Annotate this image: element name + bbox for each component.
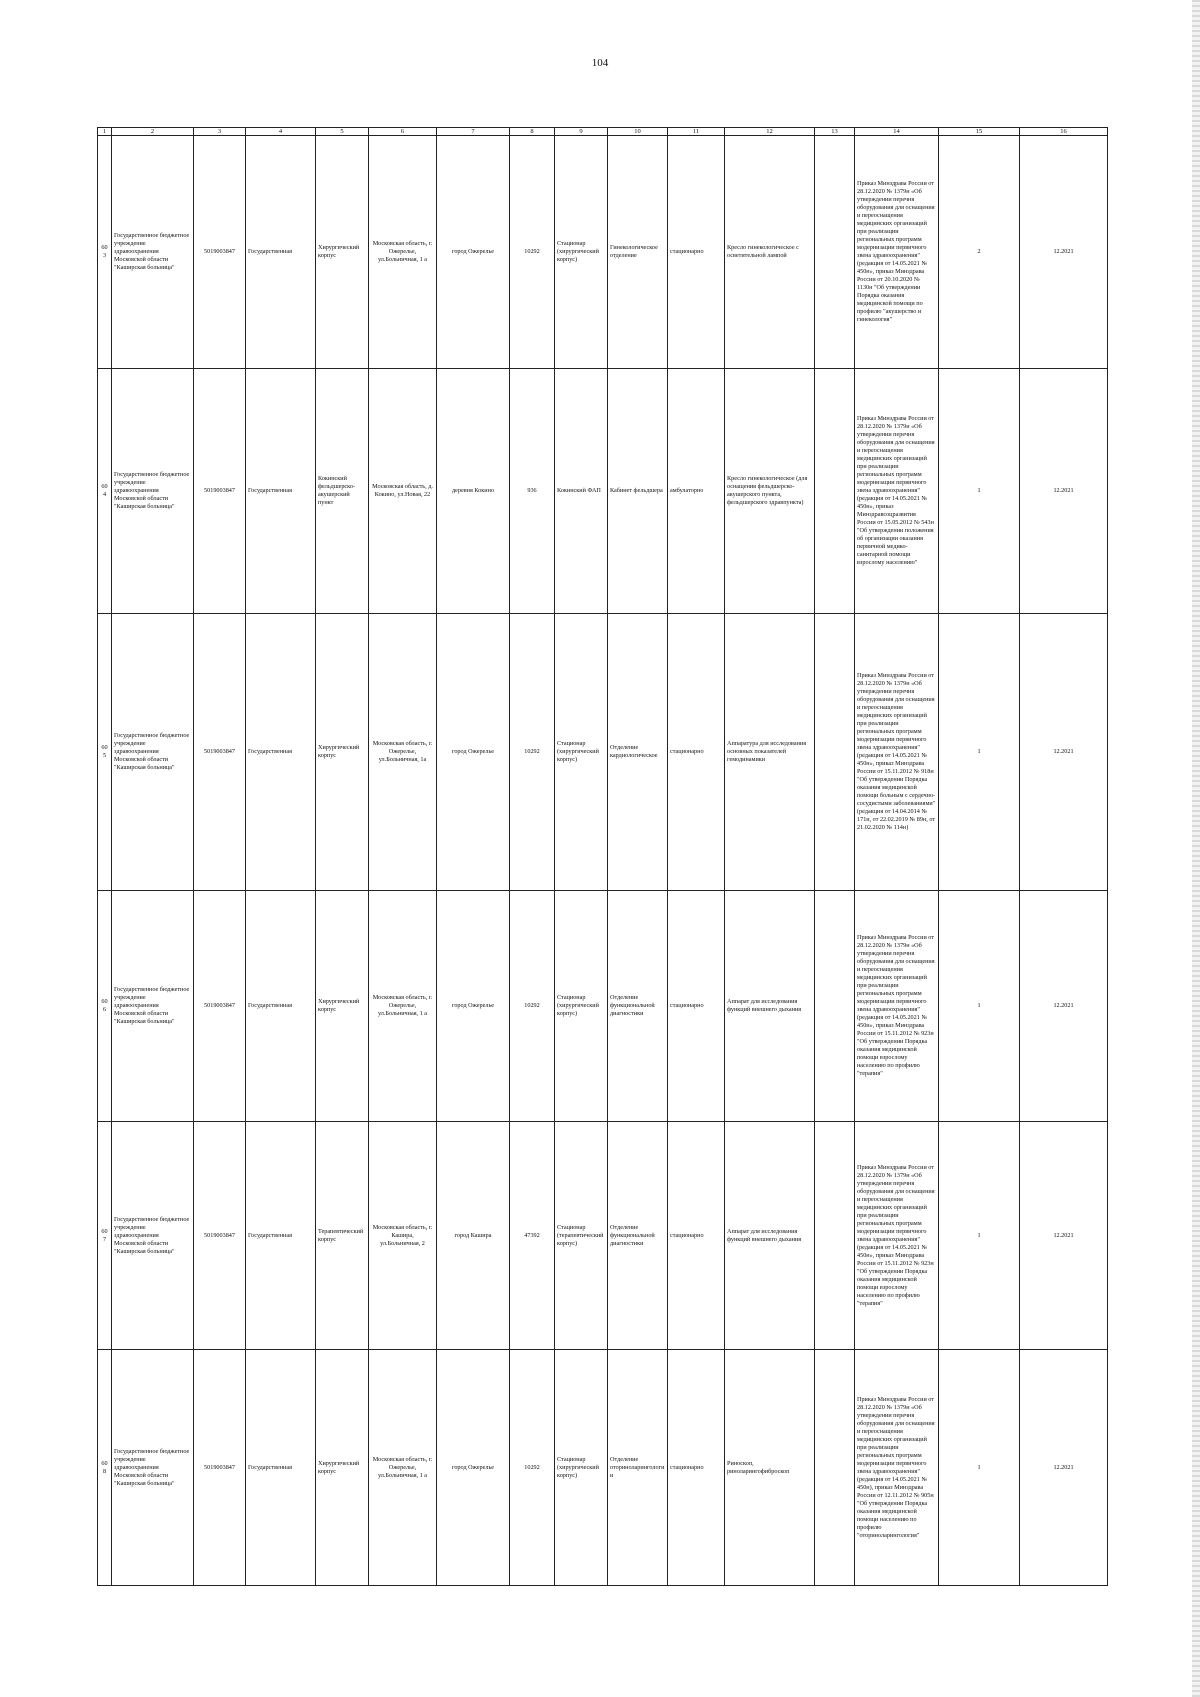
scan-edge-artifact	[1192, 0, 1200, 1697]
column-header: 12	[725, 128, 815, 136]
locality-cell: город Ожерелье	[437, 891, 510, 1122]
row-number: 608	[98, 1350, 112, 1586]
unit-cell: Кокинский ФАП	[555, 369, 608, 614]
legal-basis-cell: Приказ Минздрава России от 28.12.2020 № 1379н «Об утверждении перечня оборудования для оснащения и переоснащения медицинских организаций при реализации региональных программ модернизации первичного звена здравоохранения"(редакция от 14.05.2021 № 450н), приказ Минздрава России от 12.11.2012 № 905н "Об утверждении Порядка оказания медицинской помощи населению по профилю "оториноларингология"	[855, 1350, 939, 1586]
department-cell: Отделение функциональной диагностики	[608, 891, 668, 1122]
row-number: 607	[98, 1122, 112, 1350]
unit-cell: Стационар (хирургический корпус)	[555, 1350, 608, 1586]
locality-cell: город Кашира	[437, 1122, 510, 1350]
column-number-row	[98, 128, 1108, 136]
building-cell: Кокинский фельдшерско-акушерский пункт	[316, 369, 369, 614]
table-row	[98, 891, 1108, 1122]
empty-cell	[815, 1350, 855, 1586]
empty-cell	[815, 891, 855, 1122]
column-header: 5	[316, 128, 369, 136]
address-cell: Московская область, г. Ожерелье, ул.Больничная, 1 а	[369, 891, 437, 1122]
inn-cell: 5019003847	[194, 1122, 246, 1350]
table-row	[98, 369, 1108, 614]
column-header: 8	[510, 128, 555, 136]
date-cell: 12.2021	[1020, 1122, 1108, 1350]
organization-cell: Государственное бюджетное учреждение здравоохранения Московской области "Каширская больница"	[112, 891, 194, 1122]
organization-cell: Государственное бюджетное учреждение здравоохранения Московской области "Каширская больница"	[112, 614, 194, 891]
empty-cell	[815, 1122, 855, 1350]
ownership-cell: Государственная	[246, 891, 316, 1122]
inn-cell: 5019003847	[194, 1350, 246, 1586]
quantity-cell: 1	[939, 614, 1020, 891]
address-cell: Московская область, д. Кокино, ул.Новая, 22	[369, 369, 437, 614]
legal-basis-cell: Приказ Минздрава России от 28.12.2020 № 1379н «Об утверждении перечня оборудования для оснащения и переоснащения медицинских организаций при реализации региональных программ модернизации первичного звена здравоохранения"(редакция от 14.05.2021 № 450н», приказ Минздрава России от 15.11.2012 № 923н "Об утверждении Порядка оказания медицинской помощи взрослому населению по профилю "терапия"	[855, 891, 939, 1122]
table-header	[98, 128, 1108, 136]
table-row	[98, 1122, 1108, 1350]
date-cell: 12.2021	[1020, 369, 1108, 614]
department-cell: Кабинет фельдшера	[608, 369, 668, 614]
organization-cell: Государственное бюджетное учреждение здравоохранения Московской области "Каширская больница"	[112, 1350, 194, 1586]
equipment-cell: Аппарат для исследования функций внешнего дыхания	[725, 891, 815, 1122]
equipment-cell: Риноскоп, риноларингофиброскоп	[725, 1350, 815, 1586]
ownership-cell: Государственная	[246, 1350, 316, 1586]
inn-cell: 5019003847	[194, 369, 246, 614]
inn-cell: 5019003847	[194, 614, 246, 891]
address-cell: Московская область, г. Ожерелье, ул.Больничная, 1 а	[369, 136, 437, 369]
column-header: 1	[98, 128, 112, 136]
legal-basis-cell: Приказ Минздрава России от 28.12.2020 № 1379н «Об утверждении перечня оборудования для оснащения и переоснащения медицинских организаций при реализации региональных программ модернизации первичного звена здравоохранения"(редакция от 14.05.2021 № 450н», приказ Минздрава России от 20.10.2020 № 1130н "Об утверждении Порядка оказания медицинской помощи по профилю "акушерство и гинекология"	[855, 136, 939, 369]
address-cell: Московская область, г. Ожерелье, ул.Больничная, 1 а	[369, 1350, 437, 1586]
population-cell: 10292	[510, 1350, 555, 1586]
inn-cell: 5019003847	[194, 136, 246, 369]
column-header: 11	[668, 128, 725, 136]
care-form-cell: стационарно	[668, 136, 725, 369]
equipment-cell: Аппарат для исследования функций внешнего дыхания	[725, 1122, 815, 1350]
locality-cell: город Ожерелье	[437, 136, 510, 369]
building-cell: Хирургический корпус	[316, 891, 369, 1122]
locality-cell: город Ожерелье	[437, 1350, 510, 1586]
row-number: 603	[98, 136, 112, 369]
ownership-cell: Государственная	[246, 1122, 316, 1350]
empty-cell	[815, 614, 855, 891]
address-cell: Московская область, г. Кашира, ул.Больничная, 2	[369, 1122, 437, 1350]
empty-cell	[815, 136, 855, 369]
organization-cell: Государственное бюджетное учреждение здравоохранения Московской области "Каширская больница"	[112, 369, 194, 614]
population-cell: 47392	[510, 1122, 555, 1350]
unit-cell: Стационар (хирургический корпус)	[555, 136, 608, 369]
column-header: 3	[194, 128, 246, 136]
equipment-cell: Кресло гинекологическое (для оснащения фельдшерско-акушерского пункта, фельдшерского здравпункта)	[725, 369, 815, 614]
organization-cell: Государственное бюджетное учреждение здравоохранения Московской области "Каширская больница"	[112, 1122, 194, 1350]
building-cell: Терапевтический корпус	[316, 1122, 369, 1350]
quantity-cell: 1	[939, 1350, 1020, 1586]
department-cell: Отделение оториноларингологии	[608, 1350, 668, 1586]
quantity-cell: 1	[939, 1122, 1020, 1350]
column-header: 6	[369, 128, 437, 136]
column-header: 7	[437, 128, 510, 136]
legal-basis-cell: Приказ Минздрава России от 28.12.2020 № 1379н «Об утверждении перечня оборудования для оснащения и переоснащения медицинских организаций при реализации региональных программ модернизации первичного звена здравоохранения"(редакция от 14.05.2021 № 450н», приказ Минздрава России от 15.11.2012 № 918н "Об утверждении Порядка оказания медицинской помощи больным с сердечно-сосудистыми заболеваниями" (редакция от 14.04.2014 № 171н, от 22.02.2019 № 89н, от 21.02.2020 № 114н)	[855, 614, 939, 891]
column-header: 2	[112, 128, 194, 136]
date-cell: 12.2021	[1020, 136, 1108, 369]
population-cell: 10292	[510, 614, 555, 891]
date-cell: 12.2021	[1020, 891, 1108, 1122]
care-form-cell: стационарно	[668, 614, 725, 891]
ownership-cell: Государственная	[246, 369, 316, 614]
column-header: 14	[855, 128, 939, 136]
quantity-cell: 1	[939, 369, 1020, 614]
population-cell: 10292	[510, 891, 555, 1122]
equipment-cell: Аппаратура для исследования основных показателей гемодинамики	[725, 614, 815, 891]
care-form-cell: стационарно	[668, 1122, 725, 1350]
legal-basis-cell: Приказ Минздрава России от 28.12.2020 № 1379н «Об утверждении перечня оборудования для оснащения и переоснащения медицинских организаций при реализации региональных программ модернизации первичного звена здравоохранения"(редакция от 14.05.2021 № 450н», приказ Минздравсоцразвития России от 15.05.2012 № 543н "Об утверждении положения об организации оказания первичной медико-санитарной помощи взрослому населению"	[855, 369, 939, 614]
row-number: 604	[98, 369, 112, 614]
date-cell: 12.2021	[1020, 614, 1108, 891]
care-form-cell: стационарно	[668, 891, 725, 1122]
unit-cell: Стационар (хирургический корпус)	[555, 891, 608, 1122]
care-form-cell: стационарно	[668, 1350, 725, 1586]
table-row	[98, 1350, 1108, 1586]
ownership-cell: Государственная	[246, 614, 316, 891]
column-header: 16	[1020, 128, 1108, 136]
organization-cell: Государственное бюджетное учреждение здравоохранения Московской области "Каширская больница"	[112, 136, 194, 369]
empty-cell	[815, 369, 855, 614]
ownership-cell: Государственная	[246, 136, 316, 369]
care-form-cell: амбулаторно	[668, 369, 725, 614]
inn-cell: 5019003847	[194, 891, 246, 1122]
quantity-cell: 1	[939, 891, 1020, 1122]
equipment-cell: Кресло гинекологическое с осветительной лампой	[725, 136, 815, 369]
locality-cell: город Ожерелье	[437, 614, 510, 891]
building-cell: Хирургический корпус	[316, 614, 369, 891]
date-cell: 12.2021	[1020, 1350, 1108, 1586]
unit-cell: Стационар (терапевтический корпус)	[555, 1122, 608, 1350]
department-cell: Отделение кардиологическое	[608, 614, 668, 891]
row-number: 605	[98, 614, 112, 891]
department-cell: Гинекологическое отделение	[608, 136, 668, 369]
quantity-cell: 2	[939, 136, 1020, 369]
department-cell: Отделение функциональной диагностики	[608, 1122, 668, 1350]
column-header: 9	[555, 128, 608, 136]
building-cell: Хирургический корпус	[316, 1350, 369, 1586]
column-header: 10	[608, 128, 668, 136]
unit-cell: Стационар (хирургический корпус)	[555, 614, 608, 891]
locality-cell: деревня Кокино	[437, 369, 510, 614]
equipment-register-table	[97, 127, 1108, 1586]
page-number: 104	[591, 57, 609, 69]
legal-basis-cell: Приказ Минздрава России от 28.12.2020 № 1379н «Об утверждении перечня оборудования для оснащения и переоснащения медицинских организаций при реализации региональных программ модернизации первичного звена здравоохранения"(редакция от 14.05.2021 № 450н», приказ Минздрава России от 15.11.2012 № 923н "Об утверждении Порядка оказания медицинской помощи взрослому населению по профилю "терапия"	[855, 1122, 939, 1350]
column-header: 15	[939, 128, 1020, 136]
table-row	[98, 136, 1108, 369]
row-number: 606	[98, 891, 112, 1122]
column-header: 4	[246, 128, 316, 136]
population-cell: 936	[510, 369, 555, 614]
table-row	[98, 614, 1108, 891]
building-cell: Хирургический корпус	[316, 136, 369, 369]
population-cell: 10292	[510, 136, 555, 369]
address-cell: Московская область, г. Ожерелье, ул.Больничная, 1а	[369, 614, 437, 891]
table-body	[98, 136, 1108, 1586]
column-header: 13	[815, 128, 855, 136]
